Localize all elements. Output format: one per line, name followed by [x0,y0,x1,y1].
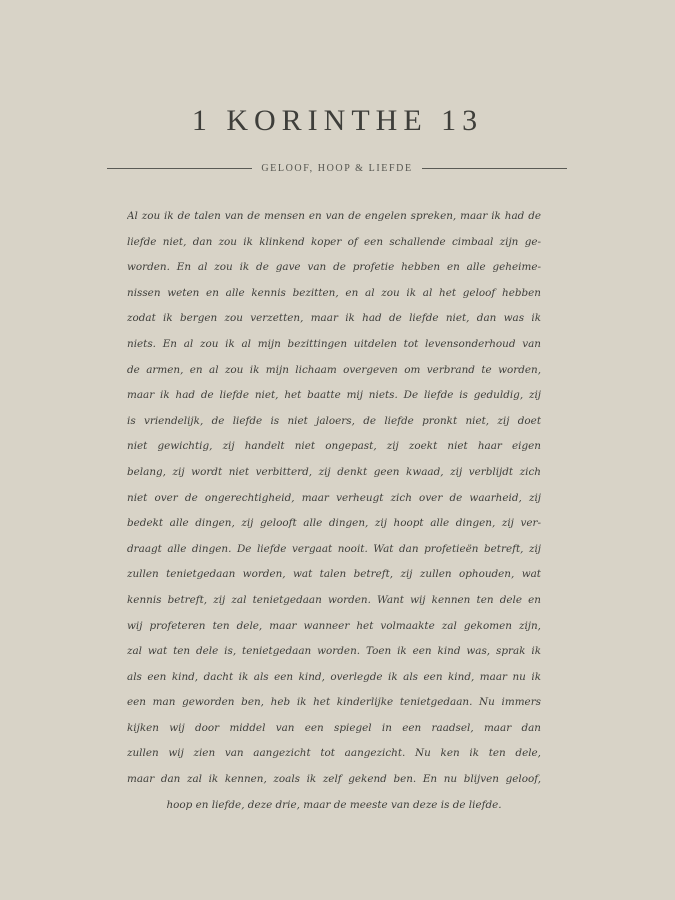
right-divider [422,168,567,169]
text-line: liefde niet, dan zou ik klinkend koper of een schallende cimbaal zijn ge- [127,235,541,248]
text-line: wij profeteren ten dele, maar wanneer het volmaakte zal gekomen zijn, [127,619,541,632]
text-line-last: hoop en liefde, deze drie, maar de meeste van deze is de liefde. [166,798,502,811]
text-line: worden. En al zou ik de gave van de profetie hebben en alle geheime- [127,261,541,274]
text-line: zal wat ten dele is, tenietgedaan worden. Toen ik een kind was, sprak ik [127,645,541,658]
text-line: een man geworden ben, heb ik het kinderlijke tenietgedaan. Nu immers [127,696,541,709]
text-line: bedekt alle dingen, zij gelooft alle dingen, zij hoopt alle dingen, zij ver- [127,517,541,530]
scripture-text [127,204,541,818]
text-line: maar dan zal ik kennen, zoals ik zelf gekend ben. En nu blijven geloof, [127,773,541,786]
text-line: niet gewichtig, zij handelt niet ongepast, zij zoekt niet haar eigen [127,440,541,453]
subtitle: GELOOF, HOOP & LIEFDE [261,162,413,174]
text-line: draagt alle dingen. De liefde vergaat nooit. Wat dan profetieën betreft, zij [127,542,541,555]
text-line: niets. En al zou ik al mijn bezittingen uitdelen tot levensonderhoud van [127,337,541,350]
text-line: zullen tenietgedaan worden, wat talen betreft, zij zullen ophouden, wat [127,568,541,581]
text-line: belang, zij wordt niet verbitterd, zij denkt geen kwaad, zij verblijdt zich [127,465,541,478]
text-line: zullen wij zien van aangezicht tot aangezicht. Nu ken ik ten dele, [127,747,541,760]
text-line: de armen, en al zou ik mijn lichaam overgeven om verbrand te worden, [127,363,541,376]
left-divider [107,168,252,169]
text-line: maar ik had de liefde niet, het baatte mij niets. De liefde is geduldig, zij [127,389,541,402]
text-line: Al zou ik de talen van de mensen en van de engelen spreken, maar ik had de [127,210,541,222]
text-line: nissen weten en alle kennis bezitten, en al zou ik al het geloof hebben [127,286,541,299]
text-line: kijken wij door middel van een spiegel in een raadsel, maar dan [127,721,541,734]
text-line: niet over de ongerechtigheid, maar verheugt zich over de waarheid, zij [127,491,541,504]
text-line: kennis betreft, zij zal tenietgedaan worden. Want wij kennen ten dele en [127,593,541,606]
page-title: 1 KORINTHE 13 [191,104,484,137]
text-line: zodat ik bergen zou verzetten, maar ik had de liefde niet, dan was ik [127,312,541,325]
text-line: als een kind, dacht ik als een kind, overlegde ik als een kind, maar nu ik [127,670,541,683]
subtitle-row [107,160,567,176]
text-line: is vriendelijk, de liefde is niet jaloers, de liefde pronkt niet, zij doet [127,414,541,427]
